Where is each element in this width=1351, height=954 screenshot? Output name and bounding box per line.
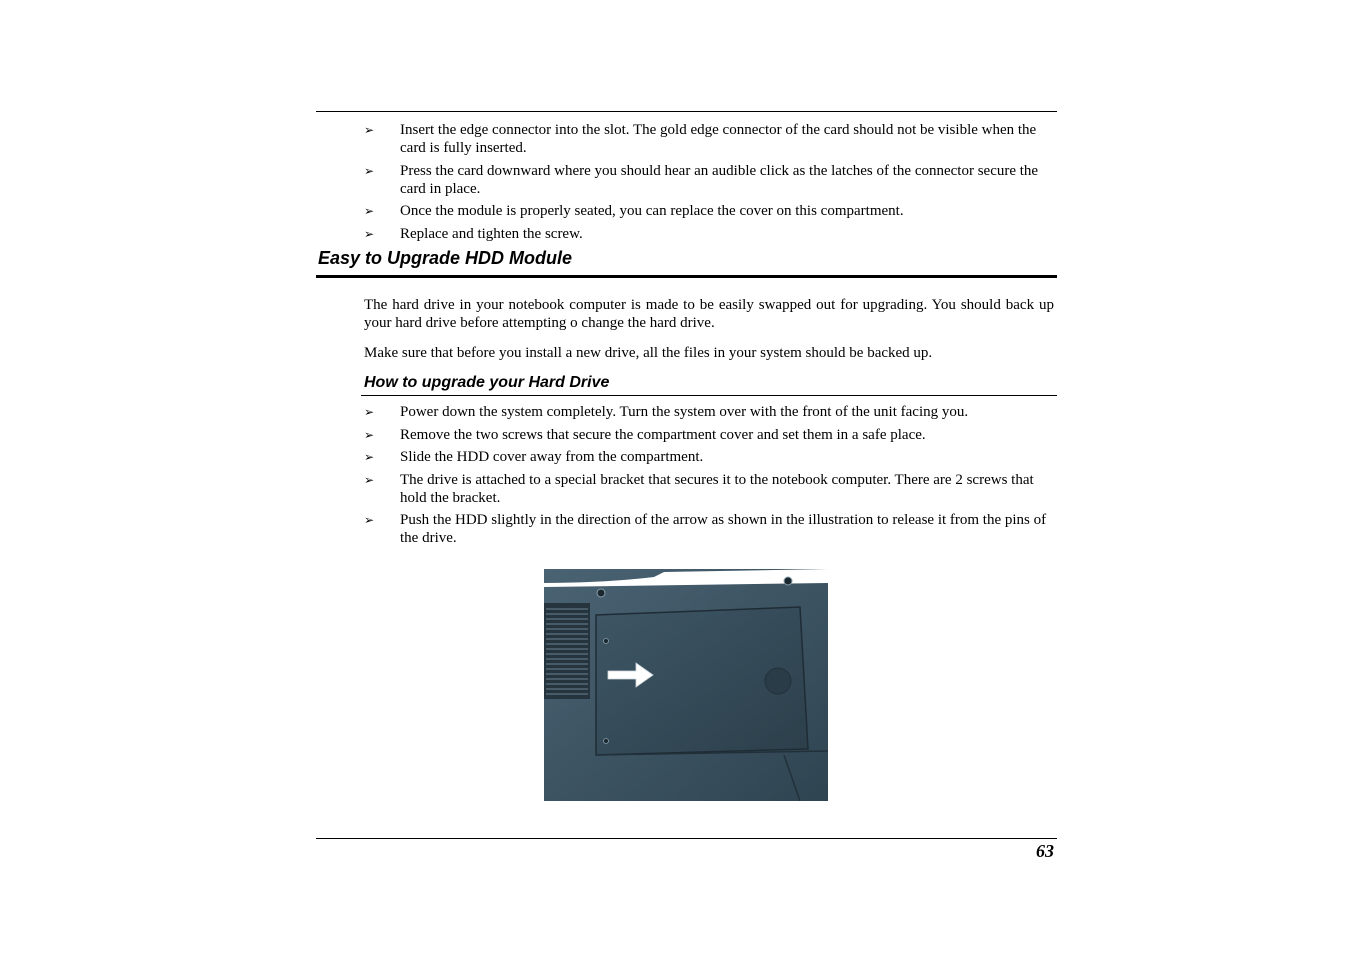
screw-icon (604, 739, 609, 744)
cover-finger-recess (765, 668, 791, 694)
screw-icon (604, 639, 609, 644)
list-item: ➢ Push the HDD slightly in the direction of the arrow as shown in the illustration to release it from the pins of the drive. (364, 512, 1047, 546)
list-item: ➢ Power down the system completely. Turn the system over with the front of the unit facing you. (364, 404, 969, 420)
vent-grille (544, 603, 590, 699)
list-item: ➢ Press the card downward where you should hear an audible click as the latches of the connector secure the card in place. (364, 162, 1039, 197)
subsection-heading: How to upgrade your Hard Drive (364, 374, 610, 391)
list-item: ➢ Remove the two screws that secure the compartment cover and set them in a safe place. (364, 426, 926, 443)
header-rule (316, 111, 1057, 112)
list-item: ➢ The drive is attached to a special bracket that secures it to the notebook computer. There are 2 screws that hold the bracket. (364, 471, 1034, 506)
list-item: ➢ Once the module is properly seated, you can replace the cover on this compartment. (364, 203, 904, 219)
arrow-bullet-icon: ➢ (364, 450, 375, 464)
screw-icon (597, 589, 605, 597)
arrow-bullet-icon: ➢ (364, 472, 375, 487)
list-item: ➢ Slide the HDD cover away from the compartment. (364, 449, 704, 465)
arrow-bullet-icon: ➢ (364, 405, 375, 419)
bullet-list-card-install (364, 121, 1056, 247)
arrow-bullet-icon: ➢ (364, 204, 375, 218)
section-paragraph: Make sure that before you install a new drive, all the files in your system should be backed up. (364, 345, 933, 361)
bullet-list-hdd-steps (364, 403, 1056, 552)
page-number: 63 (1036, 841, 1054, 861)
section-heading: Easy to Upgrade HDD Module (318, 248, 573, 268)
list-item: ➢ Replace and tighten the screw. (364, 225, 583, 242)
hdd-cover-photo (544, 569, 828, 801)
arrow-bullet-icon: ➢ (364, 226, 375, 241)
footer-rule (316, 838, 1057, 839)
list-item: ➢ Insert the edge connector into the slot. The gold edge connector of the card should not be visible when the card is fully inserted. (364, 122, 1037, 156)
section-paragraph: The hard drive in your notebook computer is made to be easily swapped out for upgrading. You should back up your hard drive before attempting o change the hard drive. (364, 297, 1054, 331)
arrow-bullet-icon: ➢ (364, 123, 375, 137)
arrow-bullet-icon: ➢ (364, 427, 375, 442)
screw-icon (784, 577, 792, 585)
arrow-bullet-icon: ➢ (364, 163, 375, 178)
arrow-bullet-icon: ➢ (364, 513, 375, 527)
section-heading-rule (316, 275, 1057, 278)
subsection-heading-rule (361, 395, 1057, 396)
